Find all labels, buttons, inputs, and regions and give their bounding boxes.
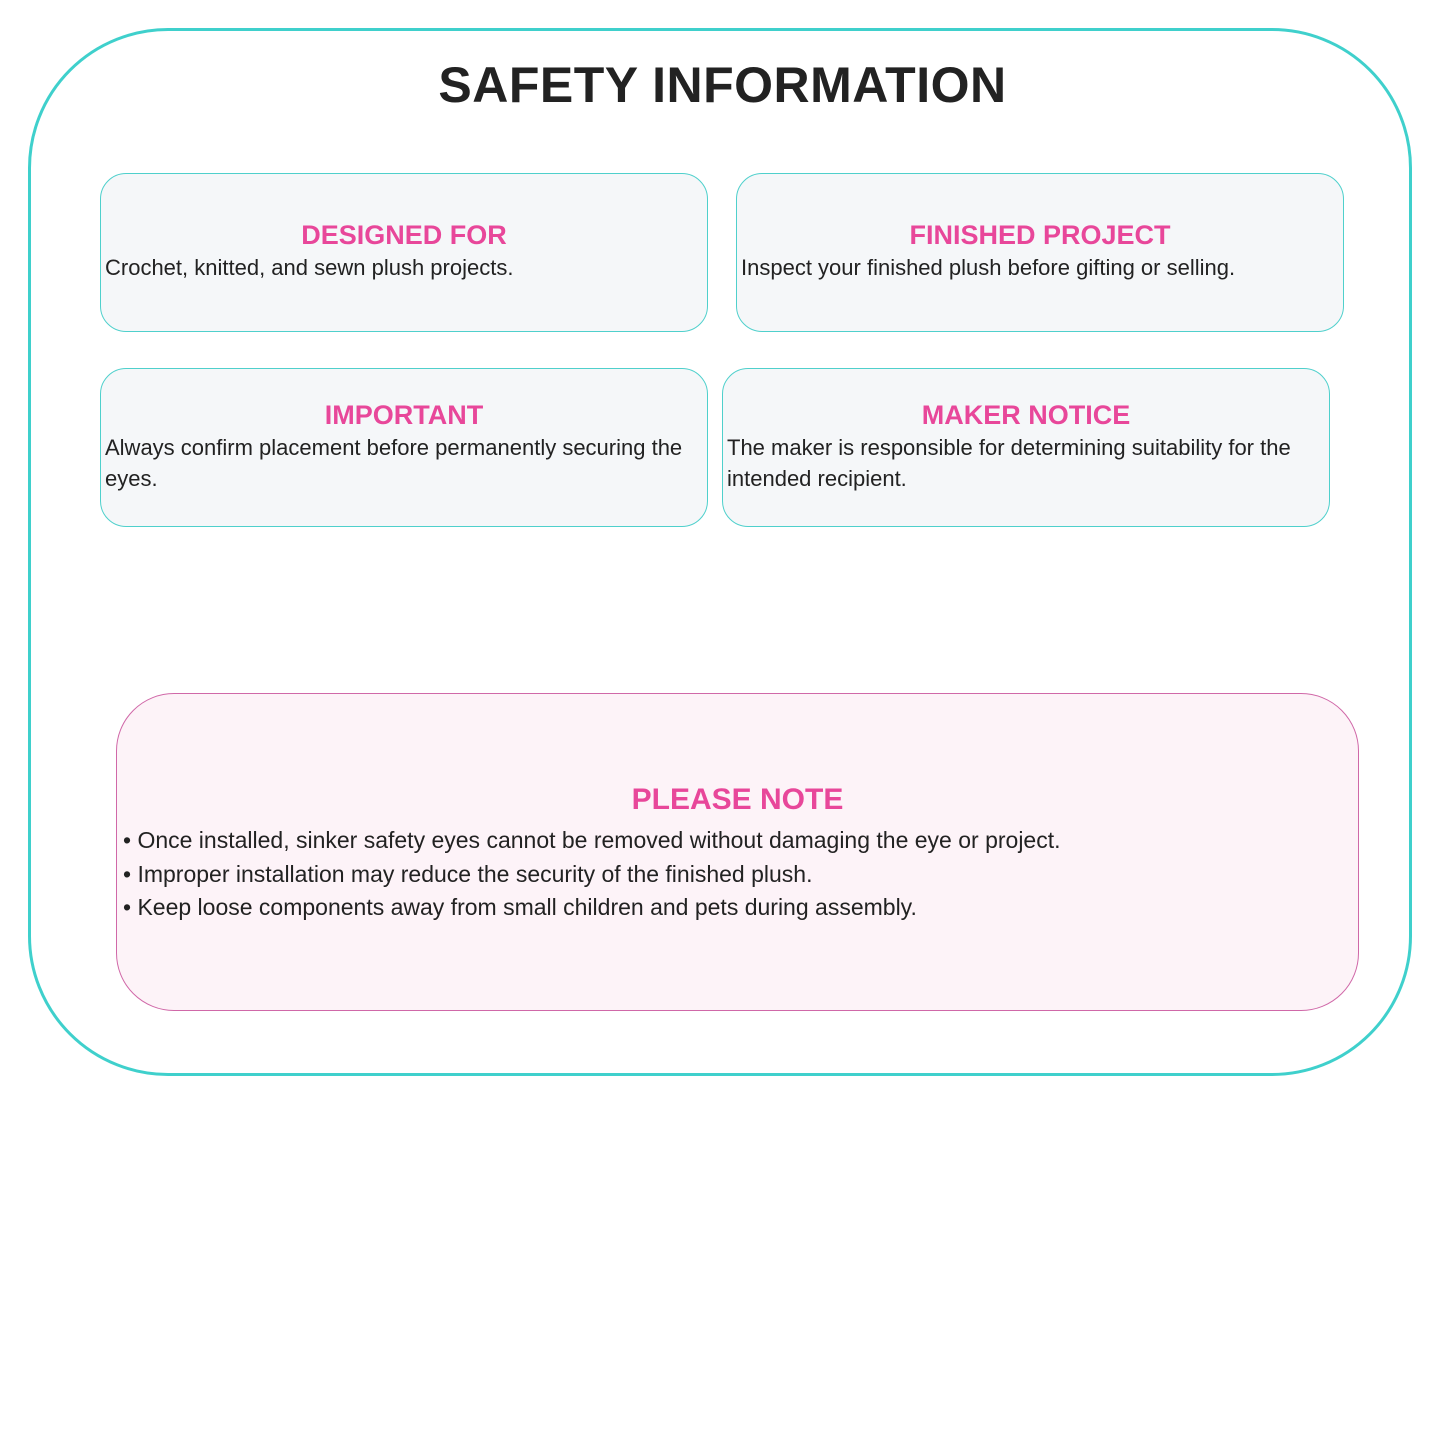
- designed-for-text: Crochet, knitted, and sewn plush projects.: [105, 255, 514, 280]
- designed-for-heading: DESIGNED FOR: [301, 220, 507, 250]
- page-title: SAFETY INFORMATION: [438, 57, 1007, 113]
- designed-for-card: [100, 173, 708, 332]
- finished-project-heading: FINISHED PROJECT: [909, 220, 1171, 250]
- maker-notice-card: [722, 368, 1330, 527]
- finished-project-card: [736, 173, 1344, 332]
- please-note-panel: [116, 693, 1359, 1011]
- maker-notice-heading: MAKER NOTICE: [921, 400, 1131, 430]
- maker-notice-text: The maker is responsible for determining suitability for the intended recipient.: [727, 435, 1291, 491]
- finished-project-text: Inspect your finished plush before gifting or selling.: [741, 255, 1236, 280]
- important-card: [100, 368, 708, 527]
- important-text: Always confirm placement before permanently securing the eyes.: [105, 435, 683, 491]
- please-note-item: • Keep loose components away from small children and pets during assembly.: [123, 894, 917, 920]
- please-note-list: [123, 824, 1352, 925]
- please-note-heading: PLEASE NOTE: [631, 783, 844, 816]
- please-note-item: • Improper installation may reduce the security of the finished plush.: [123, 860, 813, 887]
- please-note-item: • Once installed, sinker safety eyes cannot be removed without damaging the eye or project.: [123, 827, 1061, 853]
- important-heading: IMPORTANT: [324, 400, 484, 430]
